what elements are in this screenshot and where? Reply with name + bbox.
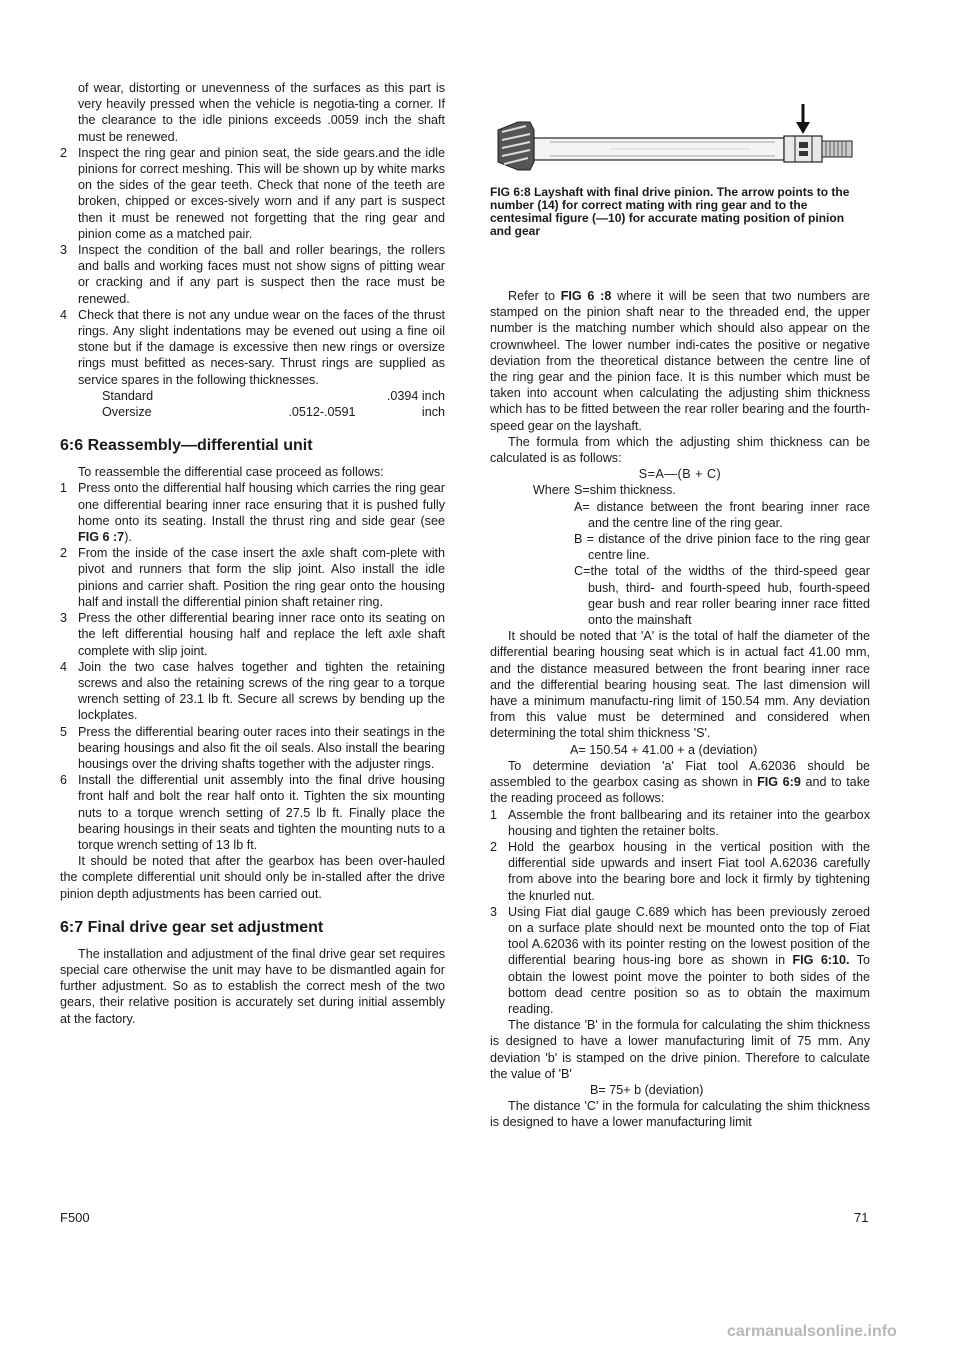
c-note: The distance 'C' in the formula for calculating the shim thickness is designed to have a lower manufacturing limit xyxy=(490,1099,870,1130)
a-note: It should be noted that 'A' is the total of half the diameter of the differential bearing housing seat which is in actual fact 41.00 mm, and the distance measured between the front bearing inner race and the differential bearing housing seat. The last dimension will have a minimum manufactu-ring limit of 150.54 mm. Any deviation from this value must be determined and considered when determining the total shim thickness 'S'. xyxy=(490,629,870,741)
watermark: carmanualsonline.info xyxy=(727,1323,897,1340)
thickness-row: Oversize .0512-.0591 inch xyxy=(102,405,445,420)
page-number: 71 xyxy=(854,1210,869,1225)
right-column xyxy=(490,288,870,1131)
where-row: Where S=shim thickness. xyxy=(532,483,676,498)
definition-a: A= distance between the front bearing inner race and the centre line of the ring gear. xyxy=(574,499,870,530)
figure-caption: FIG 6:8 Layshaft with final drive pinion. The arrow points to the number (14) for correct mating with ring gear and to the centesimal figure (—10) for accurate mating position of pinion and gear xyxy=(490,185,850,238)
thickness-table xyxy=(60,388,445,420)
thickness-row: Standard .0394 inch xyxy=(102,388,445,403)
reassembly-list xyxy=(60,480,445,853)
definition-b: B = distance of the drive pinion face to the ring gear centre line. xyxy=(574,532,870,563)
footer-model: F500 xyxy=(60,1210,90,1225)
formula-intro: The formula from which the adjusting shim thickness can be calculated is as follows: xyxy=(490,434,870,466)
list-item: 3 Press the other differential bearing inner race onto its seating on the left differential housing half and replace the left axle shaft complete with slip joint. xyxy=(60,611,445,658)
list-item: 4 Check that there is not any undue wear on the faces of the thrust rings. Any slight indentations may be evened out using a fine oil stone but if the damage is excessive then new rings or oversize rings must befitted as neces-sary. Thrust rings are supplied as service spares in the following thicknesses. xyxy=(60,307,445,387)
figure-reference: FIG 6:10. xyxy=(792,953,850,968)
list-item: 3 Inspect the condition of the ball and roller bearings, the rollers and balls and working faces must not show signs of pitting wear or cracking and if any part is suspect then the race must be renewed. xyxy=(60,243,445,306)
final-drive-paragraph: The installation and adjustment of the final drive gear set requires special care otherwise the unit may have to be dismantled again for further adjustment. So as to establish the correct mesh of the two gears, their relative position is accurately set during initial assembly at the factory. xyxy=(60,946,445,1026)
shim-formula: S=A—(B + C) xyxy=(638,467,722,482)
overhaul-note: It should be noted that after the gearbox has been over-hauled the complete differential unit should only be in-stalled after the drive pinion depth adjustments has been carried out. xyxy=(60,854,445,901)
refer-paragraph: Refer to FIG 6 :8 where it will be seen that two numbers are stamped on the pinion shaft near to the threaded end, the upper number is the matching number which should also appear on the crownwheel. The lower number indi-cates the positive or negative deviation from the theoretical distance between the centre line of the ring gear and the pinion face. It is this number which must be taken into account when calculating the adjusting shim thickness which has to be fitted between the rear roller bearing and the fourth-speed gear on the layshaft. xyxy=(490,289,871,433)
list-item: 1 Press onto the differential half housing which carries the ring gear one differential bearing inner race ensuring that it is pushed fully home onto its seating. Install the thrust ring and side gear (see FIG 6 :7). xyxy=(60,481,445,545)
reassembly-intro: To reassemble the differential case proceed as follows: xyxy=(78,465,384,480)
equation-b: B= 75+ b (deviation) xyxy=(590,1082,704,1097)
layshaft-drawing xyxy=(490,100,870,180)
definition-c: C=the total of the widths of the third-speed gear bush, third- and fourth-speed hub, fourth-speed gear bush and rear roller bearing inner race fitted onto the mainshaft xyxy=(574,564,870,628)
figure-reference: FIG 6 :8 xyxy=(560,289,612,303)
figure-reference: FIG 6:9 xyxy=(757,775,801,790)
list-item: 3 Using Fiat dial gauge C.689 which has been previously zeroed on a surface plate should next be mounted onto the top of Fiat tool A.62036 with its pointer resting on the lowest position of the differential bearing hous-ing bore as shown in FIG 6:10. To obtain the lowest point move the pointer to both sides of the bottom dead centre position so as to obtain the maximum reading. xyxy=(490,904,870,1016)
list-item: 1 Assemble the front ballbearing and its retainer into the gearbox housing and tighten the retainer bolts. xyxy=(490,807,870,838)
intro-continuation: of wear, distorting or unevenness of the surfaces as this part is very heavily pressed when the vehicle is negotia-ting a corner. If the clearance to the idle pinions exceeds .0059 inch the shaft must be renewed. xyxy=(78,81,445,144)
list-item: 2 Inspect the ring gear and pinion seat, the side gears.and the idle pinions for correct meshing. This will be shown up by white marks on the sides of the gear teeth. Check that none of the teeth are broken, chipped or exces-sively worn and if any part is suspect then it must be renewed not forgetting that the ring gear and pinion come as a matched pair. xyxy=(60,145,445,241)
list-item: 2 From the inside of the case insert the axle shaft com-plete with pivot and runners that form the slip joint. Also install the idle pinions and carrier shaft. Position the ring gear onto the housing half and install the differential pinion shaft retainer ring. xyxy=(60,546,445,609)
equation-a: A= 150.54 + 41.00 + a (deviation) xyxy=(570,742,758,757)
inspect-list xyxy=(60,145,445,388)
list-item: 2 Hold the gearbox housing in the vertical position with the differential side upwards and insert Fiat tool A.62036 carefully from above into the bearing bore and lock it firmly by tightening the knurled nut. xyxy=(490,839,870,903)
figure-reference: FIG 6 :7 xyxy=(78,530,125,545)
list-item: 5 Press the differential bearing outer races into their seatings in the bearing housings and also fit the oil seals. Also install the bearing housings over the driving shafts together with the adjuster rings. xyxy=(60,724,445,771)
section-heading-final-drive: 6:7 Final drive gear set adjustment xyxy=(60,918,324,936)
section-heading-reassembly: 6:6 Reassembly—differential unit xyxy=(60,437,313,455)
list-item: 4 Join the two case halves together and tighten the retaining screws and also the retaining screws of the ring gear to a torque wrench setting of 23.1 lb ft. Secure all screws by bending up the lockplates. xyxy=(60,659,445,723)
left-column xyxy=(60,80,445,1027)
deviation-paragraph: To determine deviation 'a' Fiat tool A.62036 should be assembled to the gearbox casing as shown in FIG 6:9 and to take the reading proceed as follows: xyxy=(490,758,870,806)
steps-list xyxy=(490,807,870,1018)
b-note: The distance 'B' in the formula for calculating the shim thickness is designed to have a lower manufacturing limit of 75 mm. Any deviation 'b' is stamped on the drive pinion. Therefore to calculate the value of 'B' xyxy=(490,1018,870,1081)
list-item: 6 Install the differential unit assembly into the final drive housing front half and bolt the rear half onto it. Tighten the six mounting nuts to a torque wrench setting of 27.5 lb ft. Finally place the bearing housings in their seats and tighten the mounting nuts to a torque wrench setting of 13 lb ft. xyxy=(60,773,445,852)
layshaft-figure xyxy=(490,100,870,180)
